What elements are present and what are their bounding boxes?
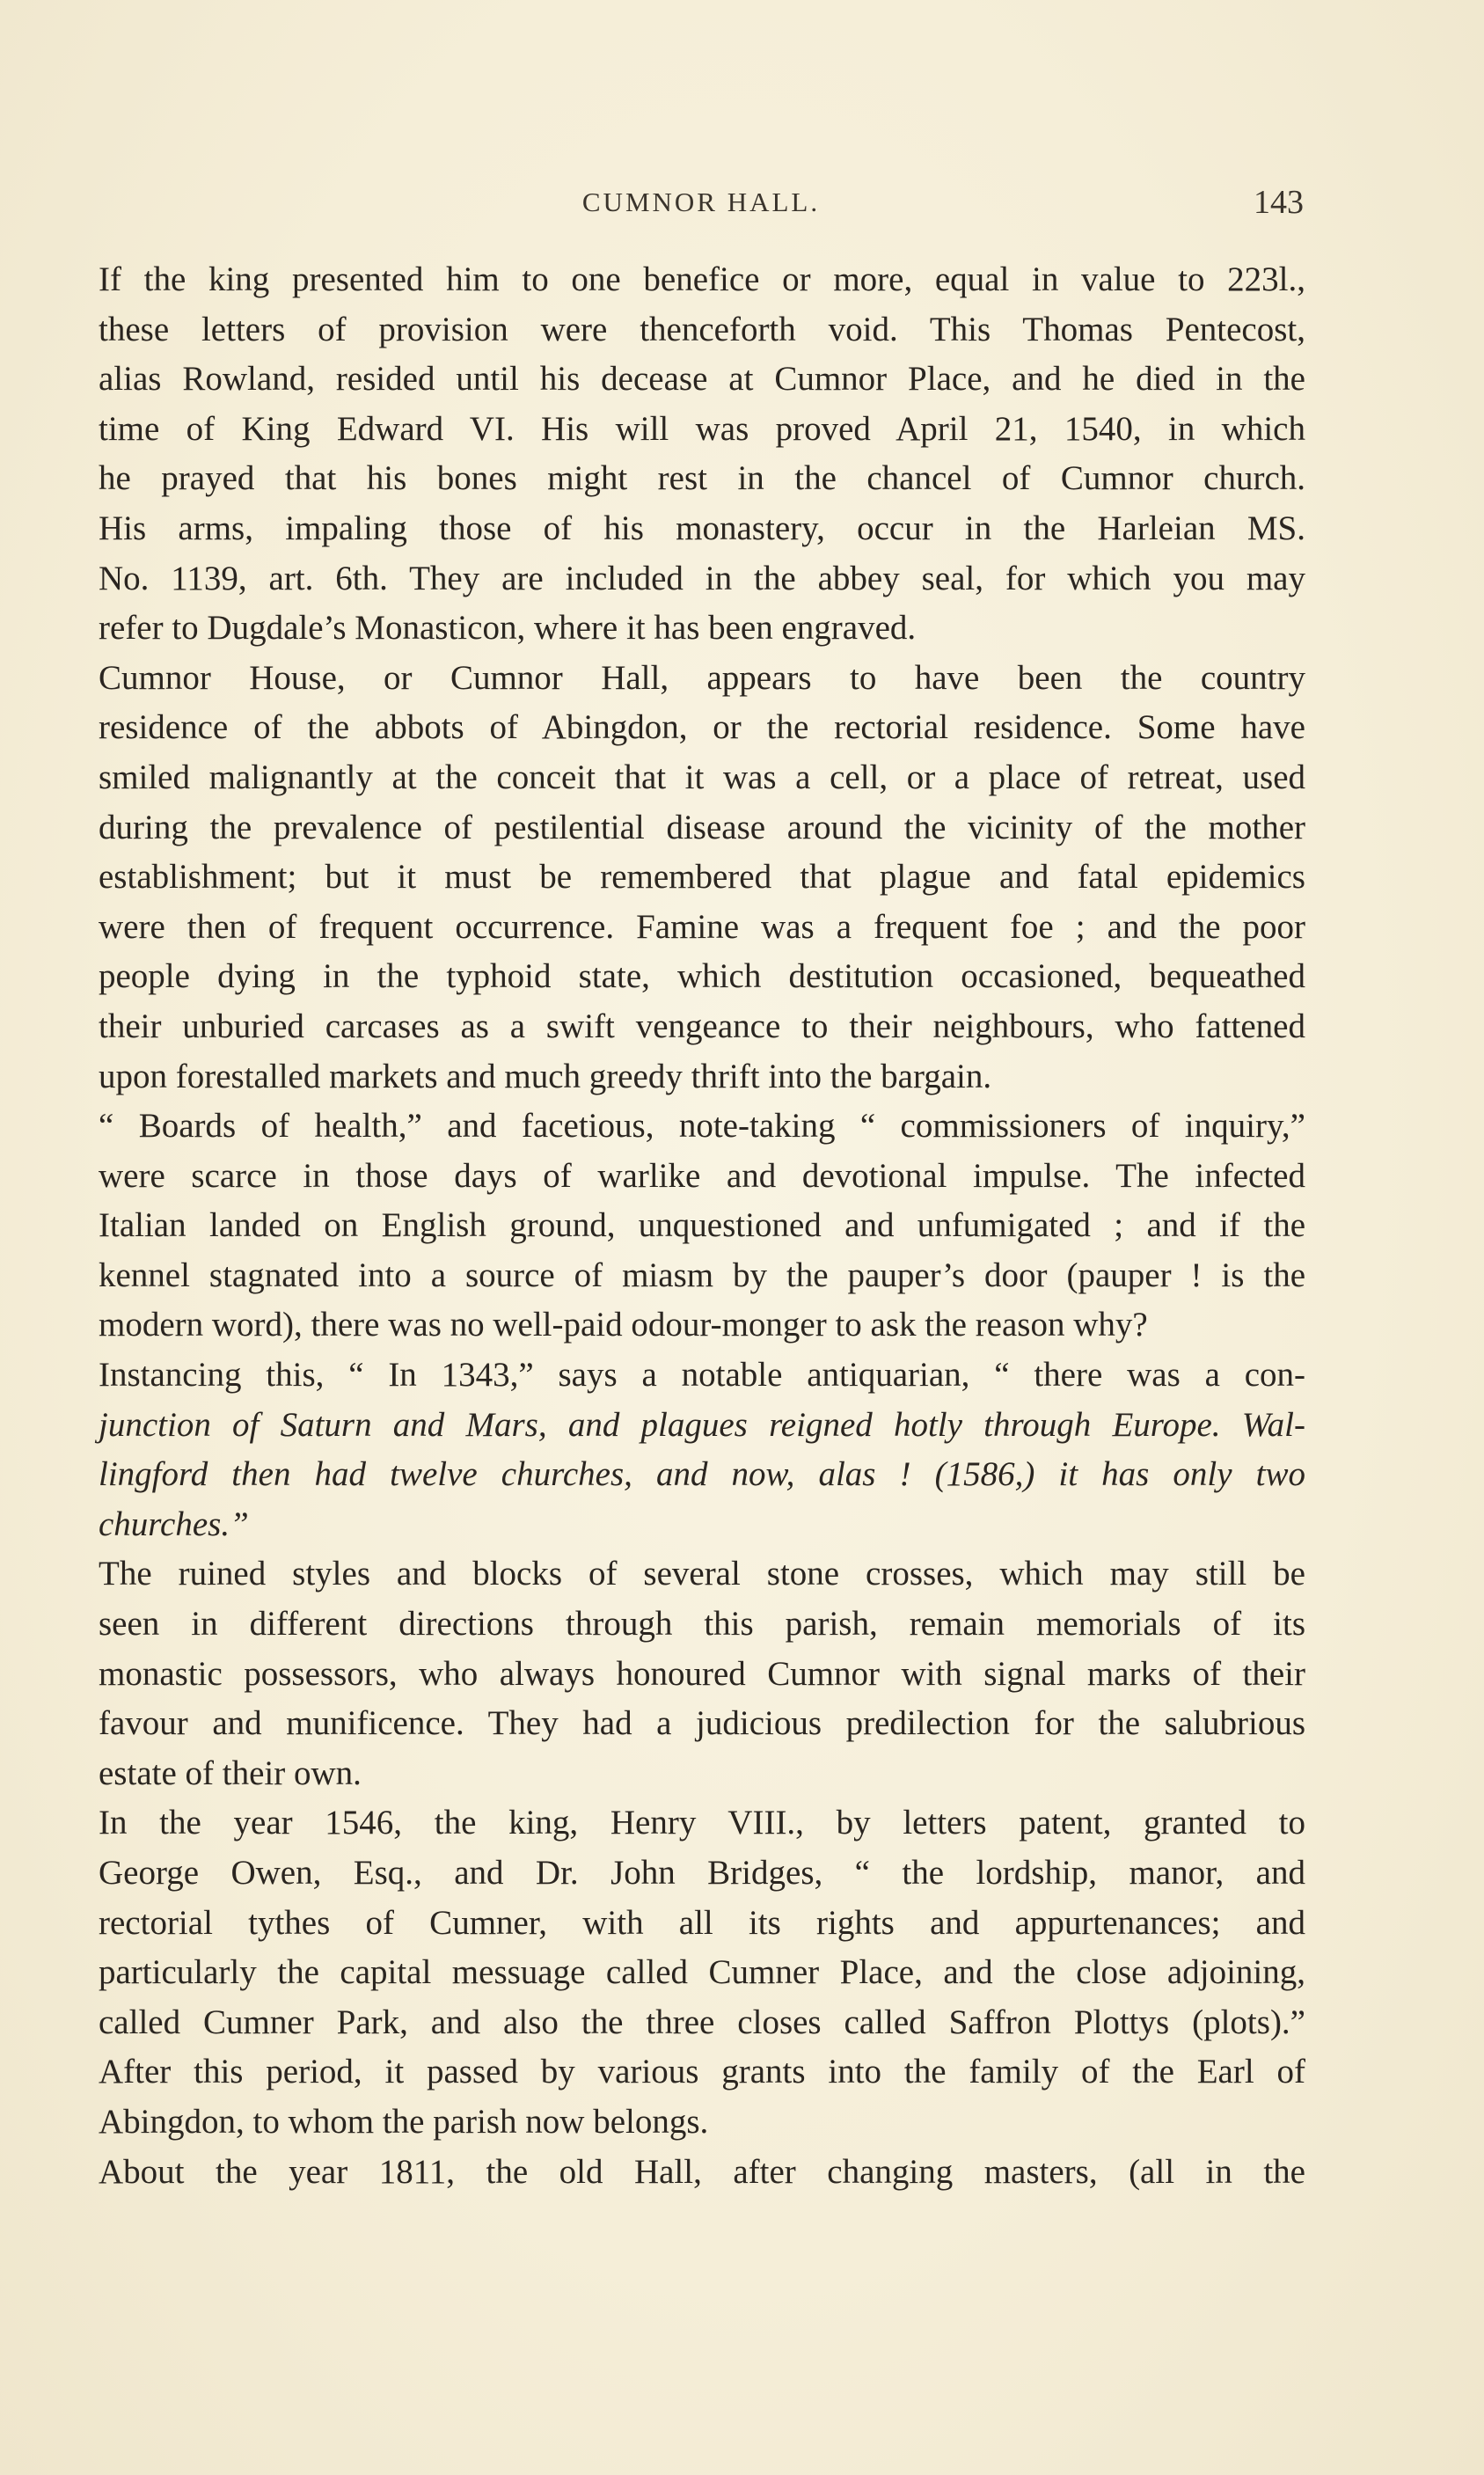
body-text [99, 255, 1305, 2197]
text-line: establishment; but it must be remembered that plague and fatal epidemics [99, 858, 1305, 897]
text-line: His arms, impaling those of his monastery, occur in the Harleian MS. [99, 509, 1305, 547]
text-line: were then of frequent occurrence. Famine was a frequent foe ; and the poor [99, 907, 1305, 946]
text-line: estate of their own. [99, 1754, 362, 1792]
text-line: “ Boards of health,” and facetious, note-taking “ commissioners of inquiry,” [99, 1107, 1305, 1146]
text-line: Cumnor House, or Cumnor Hall, appears to have been the country [99, 658, 1305, 697]
text-line: churches.” [99, 1505, 249, 1543]
text-line: About the year 1811, the old Hall, after changing masters, (all in the [99, 2152, 1305, 2191]
text-line: modern word), there was no well-paid odour-monger to ask the reason why? [99, 1306, 1148, 1344]
text-line: their unburied carcases as a swift vengeance to their neighbours, who fattened [99, 1007, 1305, 1045]
text-line: residence of the abbots of Abingdon, or the rectorial residence. Some have [99, 708, 1305, 747]
text-line: favour and munificence. They had a judicious predilection for the salubrious [99, 1704, 1305, 1743]
text-line: he prayed that his bones might rest in the chancel of Cumnor church. [99, 459, 1305, 498]
text-line: The ruined styles and blocks of several stone crosses, which may still be [99, 1555, 1305, 1593]
running-title: CUMNOR HALL. [581, 187, 821, 217]
text-line: smiled malignantly at the conceit that it was a cell, or a place of retreat, used [99, 758, 1305, 796]
text-line: seen in different directions through this parish, remain memorials of its [99, 1605, 1305, 1644]
text-line: refer to Dugdale’s Monasticon, where it has been engraved. [99, 609, 917, 648]
text-line: called Cumner Park, and also the three closes called Saffron Plottys (plots).” [99, 2003, 1305, 2041]
text-line: Abingdon, to whom the parish now belongs. [99, 2102, 709, 2141]
text-line: After this period, it passed by various grants into the family of the Earl of [99, 2053, 1305, 2091]
text-line: rectorial tythes of Cumner, with all its rights and appurtenances; and [99, 1903, 1305, 1942]
text-line: Instancing this, “ In 1343,” says a notable antiquarian, “ there was a con- [99, 1356, 1305, 1395]
text-line: were scarce in those days of warlike and devotional impulse. The infected [99, 1156, 1305, 1195]
text-line: No. 1139, art. 6th. They are included in the abbey seal, for which you may [99, 559, 1305, 597]
text-line: Italian landed on English ground, unquestioned and unfumigated ; and if the [99, 1206, 1305, 1245]
text-line: upon forestalled markets and much greedy thrift into the bargain. [99, 1057, 992, 1095]
text-line: alias Rowland, resided until his decease at Cumnor Place, and he died in the [99, 360, 1305, 399]
text-line: kennel stagnated into a source of miasm by the pauper’s door (pauper ! is the [99, 1256, 1305, 1294]
text-line: people dying in the typhoid state, which destitution occasioned, bequeathed [99, 957, 1305, 996]
text-line: junction of Saturn and Mars, and plagues reigned hotly through Europe. Wal- [99, 1405, 1305, 1444]
text-line: monastic possessors, who always honoured Cumnor with signal marks of their [99, 1654, 1305, 1693]
text-line: these letters of provision were thenceforth void. This Thomas Pentecost, [99, 310, 1305, 348]
text-line: particularly the capital messuage called Cumner Place, and the close adjoining, [99, 1953, 1305, 1992]
text-line: If the king presented him to one benefice or more, equal in value to 223l., [99, 260, 1305, 298]
text-line: lingford then had twelve churches, and now, alas ! (1586,) it has only two [99, 1455, 1305, 1494]
text-line: time of King Edward VI. His will was proved April 21, 1540, in which [99, 409, 1305, 448]
page-number: 143 [1254, 184, 1304, 221]
text-line: In the year 1546, the king, Henry VIII., by letters patent, granted to [99, 1804, 1305, 1842]
running-head [99, 184, 1304, 231]
text-line: during the prevalence of pestilential disease around the vicinity of the mother [99, 808, 1305, 846]
text-line: George Owen, Esq., and Dr. John Bridges, “ the lordship, manor, and [99, 1854, 1305, 1892]
